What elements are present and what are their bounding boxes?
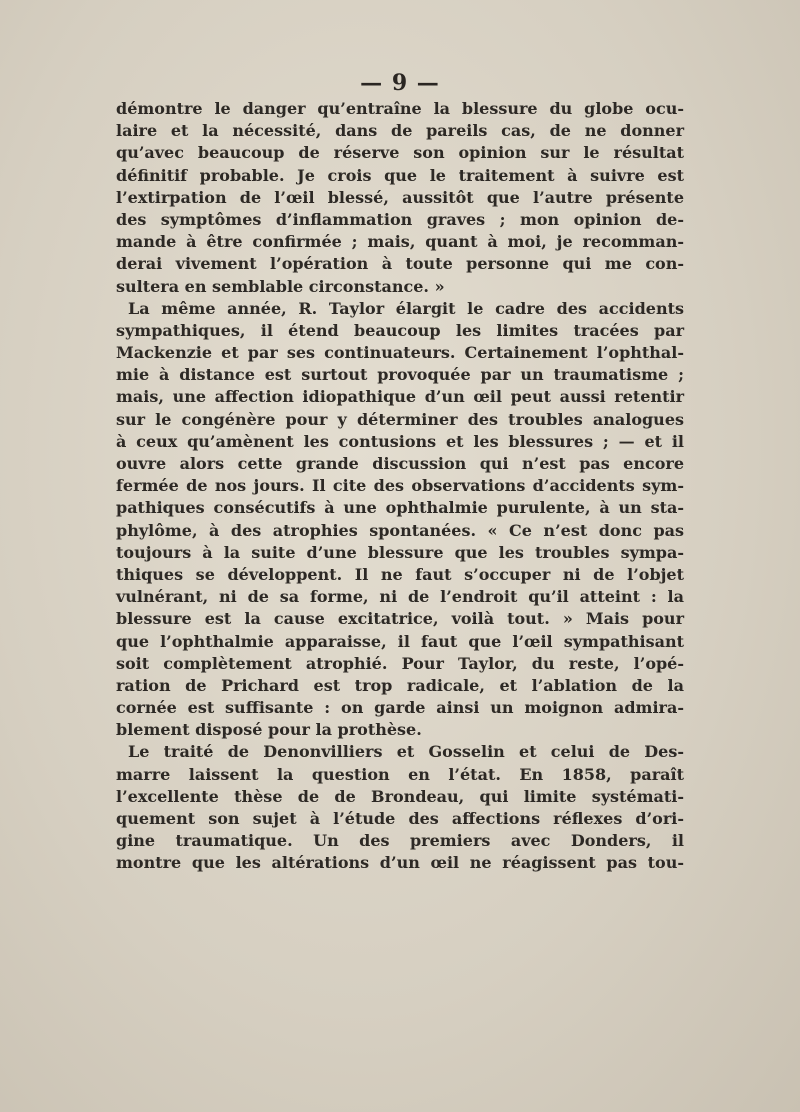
text-line: montre que les altérations d’un œil ne réagissent pas tou-: [116, 853, 684, 873]
text-line: sultera en semblable circonstance. »: [116, 276, 445, 296]
text-line: cornée est suffisante : on garde ainsi un moignon admira-: [116, 698, 684, 718]
text-line: toujours à la suite d’une blessure que les troubles sympa-: [116, 542, 684, 562]
text-line: sur le congénère pour y déterminer des troubles analogues: [116, 409, 684, 429]
text-line: mie à distance est surtout provoquée par un traumatisme ;: [116, 365, 684, 385]
text-line: blessure est la cause excitatrice, voilà tout. » Mais pour: [116, 609, 684, 629]
text-line: des symptômes d’inflammation graves ; mon opinion de-: [116, 209, 684, 229]
text-line: qu’avec beaucoup de réserve son opinion sur le résultat: [116, 143, 684, 163]
text-line: que l’ophthalmie apparaisse, il faut que l’œil sympathisant: [116, 631, 684, 651]
text-line: thiques se développent. Il ne faut s’occuper ni de l’objet: [116, 564, 684, 584]
text-line: sympathiques, il étend beaucoup les limites tracées par: [116, 320, 684, 340]
text-line: démontre le danger qu’entraîne la blessure du globe ocu-: [116, 99, 684, 118]
text-line: mande à être confirmée ; mais, quant à moi, je recomman-: [116, 232, 684, 252]
text-line: vulnérant, ni de sa forme, ni de l’endroit qu’il atteint : la: [116, 587, 684, 607]
text-line: Mackenzie et par ses continuateurs. Certainement l’ophthal-: [116, 343, 684, 363]
text-line: phylôme, à des atrophies spontanées. « Ce n’est donc pas: [116, 520, 684, 540]
body-text: [116, 98, 684, 875]
text-line: ouvre alors cette grande discussion qui n’est pas encore: [116, 454, 684, 473]
text-line: l’extirpation de l’œil blessé, aussitôt que l’autre présente: [116, 187, 684, 207]
text-line: ration de Prichard est trop radicale, et l’ablation de la: [116, 675, 684, 695]
text-line: pathiques consécutifs à une ophthalmie purulente, à un sta-: [116, 498, 684, 518]
text-line: marre laissent la question en l’état. En 1858, paraît: [116, 764, 684, 784]
text-line: gine traumatique. Un des premiers avec Donders, il: [116, 831, 684, 851]
text-line: blement disposé pour la prothèse.: [116, 720, 422, 740]
text-line: soit complètement atrophié. Pour Taylor, du reste, l’opé-: [116, 653, 684, 673]
text-line: à ceux qu’amènent les contusions et les blessures ; — et il: [116, 431, 684, 451]
text-line: derai vivement l’opération à toute personne qui me con-: [116, 254, 684, 274]
text-line: quement son sujet à l’étude des affections réflexes d’ori-: [116, 809, 684, 828]
text-line: l’excellente thèse de de Brondeau, qui limite systémati-: [116, 786, 684, 806]
text-line: définitif probable. Je crois que le traitement à suivre est: [116, 165, 684, 185]
page-number: — 9 —: [360, 70, 440, 96]
text-line: fermée de nos jours. Il cite des observations d’accidents sym-: [116, 476, 684, 496]
text-line: La même année, R. Taylor élargit le cadre des accidents: [128, 298, 684, 318]
text-line: laire et la nécessité, dans de pareils cas, de ne donner: [116, 121, 684, 141]
text-line: mais, une affection idiopathique d’un œil peut aussi retentir: [116, 387, 684, 407]
text-line: Le traité de Denonvilliers et Gosselin et celui de Des-: [128, 742, 684, 762]
